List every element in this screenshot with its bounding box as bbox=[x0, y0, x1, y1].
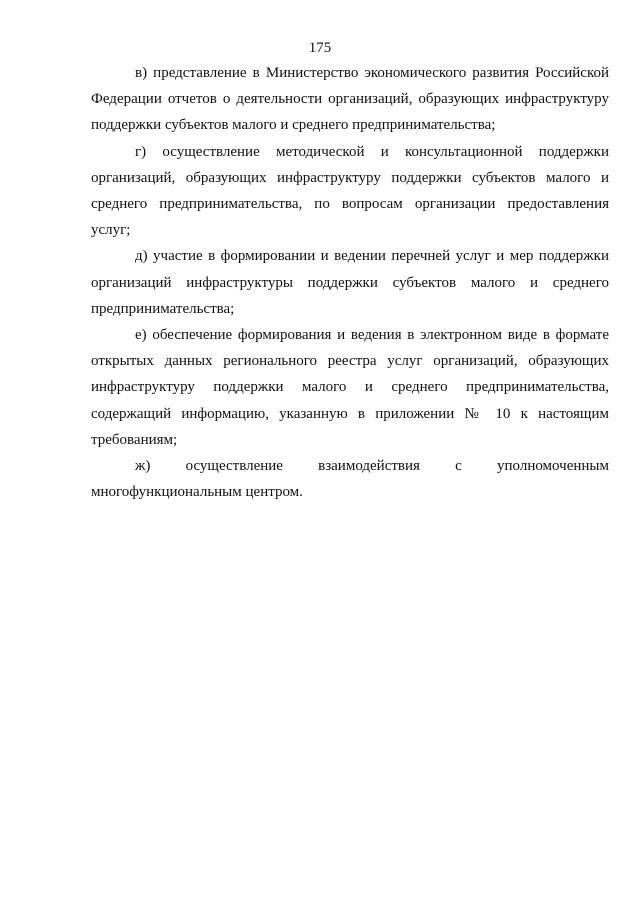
paragraph-e: е) обеспечение формирования и ведения в электронном виде в формате открытых данных регионального реестра услуг организаций, образующих инфраструктуру поддержки малого и среднего предпринимательства, содержащий информацию, указанную в приложении № 10 к настоящим требованиям; bbox=[91, 327, 609, 448]
document-body bbox=[91, 60, 609, 505]
paragraph-g: г) осуществление методической и консультационной поддержки организаций, образующих инфраструктуру поддержки субъектов малого и среднего предпринимательства, по вопросам организации предоставления услуг; bbox=[91, 143, 609, 239]
paragraph-v: в) представление в Министерство экономического развития Российской Федерации отчетов о деятельности организаций, образующих инфраструктуру поддержки субъектов малого и среднего предпринимательства; bbox=[91, 65, 609, 134]
paragraph-zh: ж) осуществление взаимодействия с уполномоченным многофункциональным центром. bbox=[91, 458, 609, 501]
page-number: 175 bbox=[308, 40, 332, 56]
paragraph-d: д) участие в формировании и ведении перечней услуг и мер поддержки организаций инфраструктуры поддержки субъектов малого и среднего предпринимательства; bbox=[91, 248, 609, 317]
